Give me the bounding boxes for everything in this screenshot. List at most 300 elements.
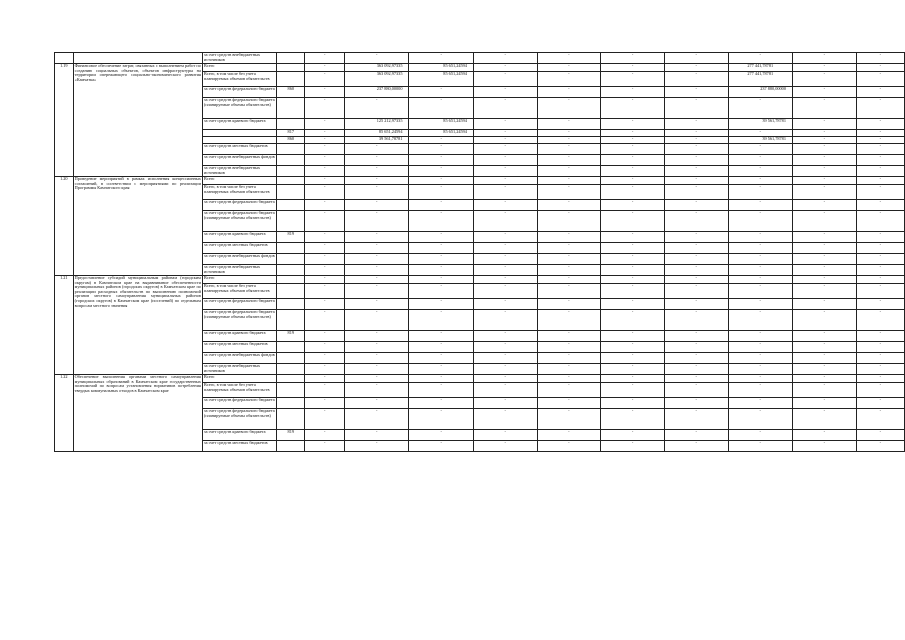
value-cell: -: [792, 353, 856, 364]
value-cell: -: [305, 243, 345, 254]
value-cell: -: [664, 430, 728, 441]
funding-source: за счет средств краевого бюджета: [202, 119, 276, 130]
value-cell: -: [473, 185, 537, 200]
value-cell: -: [856, 185, 904, 200]
admin-code: [277, 98, 305, 119]
admin-code: [277, 299, 305, 310]
value-cell: -: [345, 155, 409, 166]
value-cell: -: [305, 299, 345, 310]
value-cell: -: [473, 144, 537, 155]
value-cell: -: [664, 98, 728, 119]
value-cell: -: [601, 155, 665, 166]
table-row: [55, 177, 905, 185]
value-cell: -: [345, 166, 409, 177]
value-cell: -: [664, 177, 728, 185]
value-cell: -: [664, 119, 728, 130]
value-cell: -: [345, 211, 409, 232]
value-cell: -: [537, 64, 601, 72]
value-cell: -: [856, 342, 904, 353]
value-cell: -: [537, 284, 601, 299]
value-cell: -: [473, 375, 537, 383]
value-cell: -: [345, 409, 409, 430]
value-cell: -: [856, 155, 904, 166]
value-cell: 363 092,97335: [345, 64, 409, 72]
admin-code: [277, 383, 305, 398]
value-cell: -: [601, 342, 665, 353]
value-cell: -: [473, 342, 537, 353]
value-cell: 125 212,97335: [345, 119, 409, 130]
value-cell: -: [473, 87, 537, 98]
value-cell: -: [792, 299, 856, 310]
funding-source: за счет средств местных бюджетов: [202, 243, 276, 254]
value-cell: -: [664, 331, 728, 342]
value-cell: -: [305, 155, 345, 166]
value-cell: -: [728, 284, 792, 299]
value-cell: -: [345, 265, 409, 276]
value-cell: -: [305, 130, 345, 137]
value-cell: -: [792, 177, 856, 185]
value-cell: -: [856, 72, 904, 87]
value-cell: -: [473, 53, 537, 64]
value-cell: -: [409, 254, 473, 265]
value-cell: -: [856, 144, 904, 155]
value-cell: -: [409, 441, 473, 452]
value-cell: -: [409, 166, 473, 177]
value-cell: -: [345, 98, 409, 119]
value-cell: -: [409, 398, 473, 409]
value-cell: -: [409, 342, 473, 353]
funding-source: за счет средств федерального бюджета: [202, 87, 276, 98]
value-cell: -: [537, 254, 601, 265]
value-cell: -: [601, 254, 665, 265]
value-cell: -: [728, 232, 792, 243]
funding-source: за счет средств внебюджетных источников: [202, 53, 276, 64]
value-cell: -: [537, 211, 601, 232]
value-cell: -: [473, 364, 537, 375]
value-cell: -: [664, 144, 728, 155]
value-cell: -: [664, 398, 728, 409]
value-cell: -: [305, 430, 345, 441]
value-cell: -: [664, 185, 728, 200]
funding-source: Всего, в том числе без учета планируемых объемов обязательств: [202, 284, 276, 299]
value-cell: -: [473, 166, 537, 177]
value-cell: -: [473, 284, 537, 299]
activity-name: Проведение мероприятий в рамках исполнения концессионных соглашений, в соответствии с мероприятиями по реализации Программы Камчатского края: [73, 177, 202, 276]
value-cell: -: [305, 364, 345, 375]
admin-code: [277, 177, 305, 185]
value-cell: -: [345, 254, 409, 265]
value-cell: -: [409, 98, 473, 119]
value-cell: -: [409, 177, 473, 185]
value-cell: -: [473, 232, 537, 243]
value-cell: -: [856, 98, 904, 119]
value-cell: -: [305, 375, 345, 383]
admin-code: [277, 310, 305, 331]
value-cell: -: [792, 166, 856, 177]
value-cell: -: [601, 98, 665, 119]
admin-code: [277, 200, 305, 211]
value-cell: -: [345, 200, 409, 211]
value-cell: -: [728, 166, 792, 177]
value-cell: -: [728, 200, 792, 211]
value-cell: -: [537, 364, 601, 375]
value-cell: -: [473, 177, 537, 185]
value-cell: 85 651,24594: [345, 130, 409, 137]
funding-source: за счет средств местных бюджетов: [202, 441, 276, 452]
item-number: 1.20: [55, 177, 74, 276]
value-cell: -: [728, 144, 792, 155]
funding-source: за счет средств федерального бюджета (планируемые объемы обязательств): [202, 211, 276, 232]
value-cell: -: [792, 331, 856, 342]
value-cell: -: [305, 211, 345, 232]
funding-source: за счет средств внебюджетных источников: [202, 265, 276, 276]
admin-code: [277, 265, 305, 276]
funding-source: за счет средств краевого бюджета: [202, 331, 276, 342]
value-cell: -: [664, 64, 728, 72]
value-cell: -: [792, 265, 856, 276]
value-cell: -: [856, 211, 904, 232]
value-cell: -: [601, 353, 665, 364]
admin-code: [277, 254, 305, 265]
value-cell: -: [856, 166, 904, 177]
value-cell: -: [305, 398, 345, 409]
value-cell: -: [728, 430, 792, 441]
value-cell: -: [473, 276, 537, 284]
value-cell: -: [409, 155, 473, 166]
value-cell: -: [856, 409, 904, 430]
value-cell: -: [728, 98, 792, 119]
value-cell: -: [409, 53, 473, 64]
value-cell: -: [345, 53, 409, 64]
value-cell: -: [537, 310, 601, 331]
value-cell: -: [345, 353, 409, 364]
value-cell: -: [345, 177, 409, 185]
value-cell: -: [792, 64, 856, 72]
funding-source: за счет средств местных бюджетов: [202, 342, 276, 353]
value-cell: -: [856, 383, 904, 398]
admin-code: [277, 64, 305, 72]
value-cell: -: [305, 53, 345, 64]
admin-code: [277, 375, 305, 383]
value-cell: -: [728, 364, 792, 375]
value-cell: -: [473, 137, 537, 144]
value-cell: -: [856, 87, 904, 98]
admin-code: 860: [277, 87, 305, 98]
value-cell: -: [345, 276, 409, 284]
value-cell: -: [601, 119, 665, 130]
value-cell: -: [345, 185, 409, 200]
value-cell: -: [792, 342, 856, 353]
value-cell: -: [345, 375, 409, 383]
value-cell: -: [856, 299, 904, 310]
activity-name: Предоставление субсидий муниципальным районам (городским округам) в Камчатском крае на выравнивание обеспеченности муниципальных районов (городских округов) в Камчатском крае по реализации расходных обязательств по выполнению полномочий органов местного самоуправления муниципальных районов (городских округов) в Камчатском крае (поселений) по отдельным вопросам местного значения: [73, 276, 202, 375]
value-cell: -: [856, 430, 904, 441]
value-cell: -: [537, 72, 601, 87]
value-cell: -: [856, 375, 904, 383]
value-cell: -: [305, 276, 345, 284]
value-cell: -: [792, 254, 856, 265]
value-cell: -: [664, 353, 728, 364]
value-cell: -: [537, 166, 601, 177]
value-cell: -: [728, 342, 792, 353]
value-cell: -: [728, 177, 792, 185]
value-cell: -: [856, 177, 904, 185]
table-row: [55, 53, 905, 64]
value-cell: -: [305, 331, 345, 342]
value-cell: -: [345, 331, 409, 342]
value-cell: -: [792, 284, 856, 299]
value-cell: -: [792, 144, 856, 155]
value-cell: -: [305, 98, 345, 119]
value-cell: -: [473, 441, 537, 452]
value-cell: -: [537, 353, 601, 364]
value-cell: -: [305, 177, 345, 185]
value-cell: -: [792, 211, 856, 232]
value-cell: -: [664, 87, 728, 98]
value-cell: -: [792, 409, 856, 430]
value-cell: -: [601, 137, 665, 144]
value-cell: -: [345, 299, 409, 310]
value-cell: -: [537, 177, 601, 185]
value-cell: -: [601, 72, 665, 87]
value-cell: -: [601, 265, 665, 276]
value-cell: -: [664, 375, 728, 383]
value-cell: -: [601, 383, 665, 398]
funding-source: за счет средств внебюджетных фондов: [202, 254, 276, 265]
value-cell: -: [305, 342, 345, 353]
value-cell: -: [728, 398, 792, 409]
value-cell: -: [664, 299, 728, 310]
value-cell: -: [409, 353, 473, 364]
value-cell: -: [792, 364, 856, 375]
budget-table: [54, 52, 905, 452]
value-cell: -: [305, 232, 345, 243]
value-cell: -: [305, 441, 345, 452]
item-number: [55, 53, 74, 64]
value-cell: -: [305, 166, 345, 177]
funding-source: Всего, в том числе без учета планируемых объемов обязательств: [202, 383, 276, 398]
funding-source: за счет средств федерального бюджета (планируемые объемы обязательств): [202, 98, 276, 119]
value-cell: -: [792, 441, 856, 452]
value-cell: -: [409, 243, 473, 254]
value-cell: -: [473, 331, 537, 342]
value-cell: -: [601, 310, 665, 331]
value-cell: -: [601, 177, 665, 185]
admin-code: [277, 398, 305, 409]
value-cell: -: [537, 185, 601, 200]
value-cell: -: [792, 53, 856, 64]
value-cell: -: [792, 185, 856, 200]
value-cell: -: [601, 430, 665, 441]
value-cell: -: [473, 72, 537, 87]
value-cell: -: [664, 254, 728, 265]
value-cell: -: [537, 430, 601, 441]
admin-code: [277, 72, 305, 87]
value-cell: -: [856, 137, 904, 144]
value-cell: -: [601, 166, 665, 177]
funding-source: Всего, в том числе без учета планируемых объемов обязательств: [202, 72, 276, 87]
value-cell: -: [537, 119, 601, 130]
value-cell: -: [856, 243, 904, 254]
value-cell: -: [728, 265, 792, 276]
admin-code: [277, 364, 305, 375]
funding-source: за счет средств внебюджетных источников: [202, 364, 276, 375]
value-cell: -: [792, 200, 856, 211]
admin-code: [277, 342, 305, 353]
value-cell: -: [537, 441, 601, 452]
value-cell: 277 441,78781: [728, 64, 792, 72]
value-cell: -: [664, 364, 728, 375]
value-cell: -: [856, 200, 904, 211]
value-cell: -: [856, 130, 904, 137]
admin-code: 819: [277, 430, 305, 441]
value-cell: -: [409, 265, 473, 276]
admin-code: 819: [277, 232, 305, 243]
value-cell: -: [601, 375, 665, 383]
value-cell: -: [473, 310, 537, 331]
activity-name: Обеспечение выполнения органами местного самоуправления муниципальных образований в Камчатском крае государственных полномочий по вопросам установления нормативов потребления твердых коммунальных отходов в Камчатском крае: [73, 375, 202, 452]
value-cell: 237 880,00000: [728, 87, 792, 98]
value-cell: -: [601, 364, 665, 375]
value-cell: -: [728, 155, 792, 166]
value-cell: -: [409, 137, 473, 144]
admin-code: [277, 119, 305, 130]
value-cell: -: [409, 185, 473, 200]
value-cell: -: [728, 299, 792, 310]
value-cell: 39 561,78781: [728, 119, 792, 130]
value-cell: -: [409, 409, 473, 430]
item-number: 1.21: [55, 276, 74, 375]
value-cell: -: [601, 185, 665, 200]
value-cell: -: [664, 276, 728, 284]
value-cell: -: [345, 284, 409, 299]
admin-code: [277, 409, 305, 430]
value-cell: -: [792, 243, 856, 254]
value-cell: -: [305, 409, 345, 430]
value-cell: -: [856, 441, 904, 452]
value-cell: -: [601, 64, 665, 72]
value-cell: -: [728, 243, 792, 254]
value-cell: -: [473, 200, 537, 211]
value-cell: -: [473, 265, 537, 276]
value-cell: -: [856, 364, 904, 375]
value-cell: -: [305, 185, 345, 200]
value-cell: -: [345, 342, 409, 353]
value-cell: -: [345, 243, 409, 254]
value-cell: -: [473, 409, 537, 430]
value-cell: -: [305, 64, 345, 72]
funding-source: за счет средств краевого бюджета: [202, 430, 276, 441]
admin-code: 819: [277, 331, 305, 342]
value-cell: -: [537, 137, 601, 144]
admin-code: [277, 53, 305, 64]
value-cell: -: [409, 276, 473, 284]
value-cell: -: [409, 284, 473, 299]
value-cell: -: [856, 398, 904, 409]
admin-code: [277, 353, 305, 364]
value-cell: -: [728, 211, 792, 232]
value-cell: -: [601, 130, 665, 137]
value-cell: -: [728, 441, 792, 452]
value-cell: -: [856, 353, 904, 364]
value-cell: -: [601, 409, 665, 430]
admin-code: [277, 276, 305, 284]
value-cell: -: [664, 155, 728, 166]
value-cell: -: [305, 254, 345, 265]
admin-code: [277, 144, 305, 155]
funding-source: за счет средств внебюджетных фондов: [202, 353, 276, 364]
funding-source: за счет средств местных бюджетов: [202, 144, 276, 155]
value-cell: -: [537, 243, 601, 254]
funding-source: за счет средств внебюджетных источников: [202, 166, 276, 177]
funding-source: за счет средств внебюджетных фондов: [202, 155, 276, 166]
funding-source: за счет средств федерального бюджета (планируемые объемы обязательств): [202, 409, 276, 430]
admin-code: 817: [277, 130, 305, 137]
value-cell: -: [409, 383, 473, 398]
value-cell: -: [601, 441, 665, 452]
value-cell: -: [856, 284, 904, 299]
value-cell: -: [792, 383, 856, 398]
value-cell: -: [409, 375, 473, 383]
value-cell: -: [856, 310, 904, 331]
value-cell: -: [664, 72, 728, 87]
value-cell: -: [473, 353, 537, 364]
value-cell: -: [664, 166, 728, 177]
activity-name: Финансовое обеспечение затрат, связанных с выполнением работ по созданию социальных объектов, объектов инфраструктуры на территории опережающего социально-экономического развития «Камчатка»: [73, 64, 202, 177]
value-cell: -: [537, 98, 601, 119]
value-cell: -: [601, 398, 665, 409]
admin-code: 860: [277, 137, 305, 144]
funding-source: за счет средств федерального бюджета (планируемые объемы обязательств): [202, 310, 276, 331]
table-row: [55, 375, 905, 383]
value-cell: -: [601, 87, 665, 98]
value-cell: -: [601, 331, 665, 342]
value-cell: -: [345, 430, 409, 441]
value-cell: -: [305, 87, 345, 98]
value-cell: -: [728, 375, 792, 383]
value-cell: -: [473, 64, 537, 72]
value-cell: -: [601, 232, 665, 243]
value-cell: -: [305, 72, 345, 87]
value-cell: -: [473, 119, 537, 130]
value-cell: -: [473, 211, 537, 232]
value-cell: -: [537, 87, 601, 98]
value-cell: -: [409, 232, 473, 243]
value-cell: -: [856, 232, 904, 243]
funding-source: Всего: [202, 177, 276, 185]
value-cell: -: [664, 243, 728, 254]
admin-code: [277, 284, 305, 299]
value-cell: -: [728, 409, 792, 430]
value-cell: -: [473, 243, 537, 254]
value-cell: 39 561,78781: [345, 137, 409, 144]
value-cell: 85 651,24594: [409, 64, 473, 72]
value-cell: -: [792, 72, 856, 87]
value-cell: -: [345, 383, 409, 398]
funding-source: за счет средств федерального бюджета: [202, 200, 276, 211]
value-cell: -: [409, 211, 473, 232]
funding-source: Всего: [202, 375, 276, 383]
value-cell: -: [792, 232, 856, 243]
admin-code: [277, 441, 305, 452]
value-cell: -: [537, 383, 601, 398]
value-cell: -: [473, 383, 537, 398]
value-cell: -: [664, 441, 728, 452]
value-cell: 277 441,78781: [728, 72, 792, 87]
value-cell: -: [792, 155, 856, 166]
value-cell: -: [345, 310, 409, 331]
value-cell: -: [856, 331, 904, 342]
